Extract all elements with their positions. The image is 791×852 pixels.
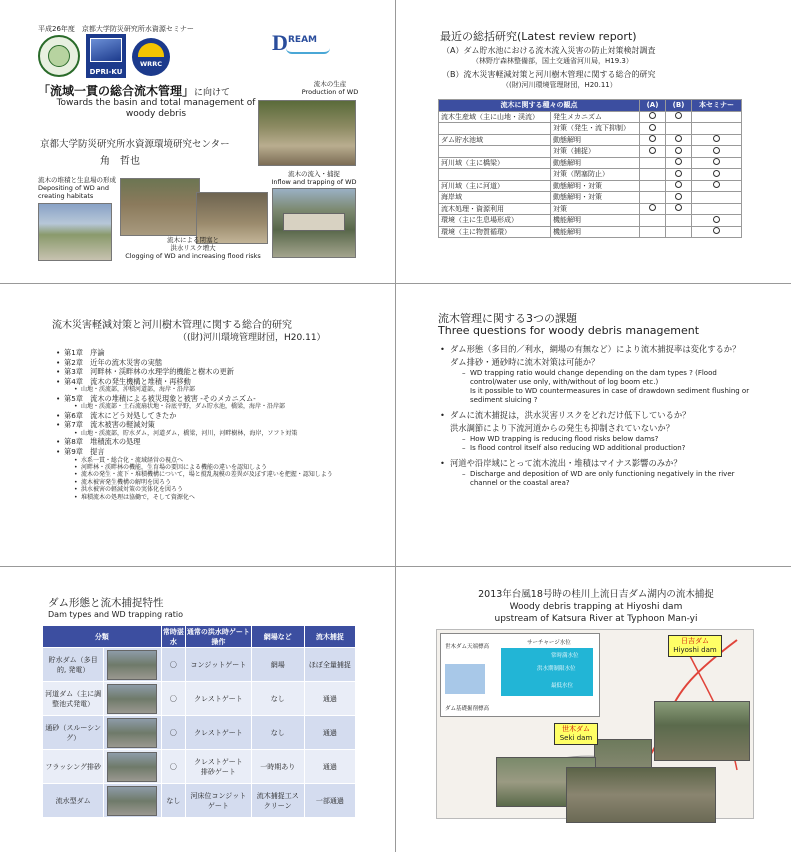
table-row xyxy=(439,157,742,169)
circle-mark-icon xyxy=(649,147,656,154)
mark-c xyxy=(692,123,742,135)
cell-boom: 一時期あり xyxy=(251,750,304,784)
report-b: （B）流木災害軽減対策と河川樹木管理に関する総合的研究 （(財)河川環境管理財団，H20.11） xyxy=(442,70,656,89)
chapter-text: 第2章 近年の流木災害の実態 xyxy=(64,357,163,367)
question-2: • ダムに流木捕捉は，洪水災害リスクをどれだけ低下しているか？ xyxy=(440,410,691,420)
mark-c xyxy=(692,111,742,123)
slide-1-title-jp: 「流域一貫の総合流木管理」に向けて xyxy=(38,84,231,98)
question-1-en: – WD trapping ratio would change depending on the dam types ? (Flood control/water use only, with/without of log boom etc.) Is it possible to WD countermeasures in case of drawdown sediment flushing or sediment sluicing ? xyxy=(462,369,750,404)
circle-mark-icon xyxy=(675,193,682,200)
chapter-item: • 第9章 提言 • 水系一貫・総合化・流域経営の視点へ • 河畔林・渓畔林の機能，生育場の要因による機能の違いを認知しよう • 流木の発生・流下・堆積機構について，場と撹乱規模の差異が及ぼす違いを把握・認知しよう • 流木被害発生機構の解明を図ろう • 洪水被害の軽減対策の実体化を図ろう • 堆積流木の処理は協働で，そして資源化へ xyxy=(56,447,376,501)
circle-mark-icon xyxy=(713,227,720,234)
mark-b xyxy=(666,123,692,135)
mark-c xyxy=(692,215,742,227)
mark-c xyxy=(692,134,742,146)
cell-boom: なし xyxy=(251,682,304,716)
hiyoshi-dam-label: 日吉ダム Hiyoshi dam xyxy=(668,635,722,657)
row-area: 河川域（主に河道） xyxy=(439,180,551,192)
mark-b xyxy=(666,157,692,169)
dam-photo xyxy=(107,786,157,816)
circle-mark-icon xyxy=(649,124,656,131)
table-row xyxy=(439,146,742,158)
cell-trap: 通過 xyxy=(304,682,355,716)
table-row xyxy=(43,682,356,716)
wrrc-logo-text: WRRC xyxy=(140,60,162,68)
photo-trapped-debris xyxy=(566,767,716,823)
chapter-text: 第5章 流木の堆積による被災現象と被害 -そのメカニズム- xyxy=(64,393,256,403)
mark-b xyxy=(666,146,692,158)
seki-dam-label: 世木ダム Seki dam xyxy=(554,723,598,745)
photo-deposit xyxy=(38,203,112,261)
mark-c xyxy=(692,192,742,204)
slide-5-title-jp: ダム形態と流木捕捉特性 xyxy=(48,597,164,609)
cell-trap: 一部通過 xyxy=(304,784,355,818)
circle-mark-icon xyxy=(649,112,656,119)
table-row xyxy=(439,123,742,135)
col-header-seminar: 本セミナー xyxy=(692,100,742,112)
circle-mark-icon xyxy=(713,135,720,142)
chapter-text: 第6章 流木にどう対処してきたか xyxy=(64,410,177,420)
mark-a xyxy=(640,123,666,135)
dam-photo-cell xyxy=(104,716,161,750)
mark-c xyxy=(692,203,742,215)
dam-photo xyxy=(107,650,157,680)
cell-trap: 通過 xyxy=(304,716,355,750)
cell-water: 〇 xyxy=(161,682,186,716)
slide-2-title: 最近の総括研究(Latest review report) xyxy=(440,30,637,43)
cell-gate: クレストゲート xyxy=(186,716,251,750)
slide-5-dam-types xyxy=(0,567,395,852)
mark-c xyxy=(692,146,742,158)
cell-type: 流水型ダム xyxy=(43,784,104,818)
chapter-text: 第3章 河畔林・渓畔林の水理学的機能と樹木の更新 xyxy=(64,367,234,377)
chapter-subitem: • 山地・渓流部，貯水ダム，河道ダム，橋梁，河川，河畔樹林，海岸，ソフト対策 xyxy=(74,429,298,437)
chapter-text: 第1章 序論 xyxy=(64,348,105,357)
row-aspect: 動態解明 xyxy=(551,134,640,146)
row-aspect: 対策（捕捉） xyxy=(551,146,640,158)
upstream-water xyxy=(445,664,485,694)
col-header-boom: 網場など xyxy=(251,626,304,648)
circle-mark-icon xyxy=(675,170,682,177)
chapter-item: • 第7章 流木被害の軽減対策 • 山地・渓流部，貯水ダム，河道ダム，橋梁，河川，河畔樹林，海岸，ソフト対策 xyxy=(56,420,376,437)
circle-mark-icon xyxy=(713,170,720,177)
chapter-text: 第4章 流木の発生機構と堆積・再移動 xyxy=(64,376,191,386)
circle-mark-icon xyxy=(713,181,720,188)
table-row xyxy=(43,784,356,818)
cell-gate: コンジットゲート xyxy=(186,648,251,682)
slide-4-questions xyxy=(396,284,791,566)
photo-bridge-clogging-1 xyxy=(120,178,200,236)
chapter-text: 第9章 提言 xyxy=(64,446,105,456)
caption-inflow: 流木の流入・捕捉 Inflow and trapping of WD xyxy=(271,170,357,186)
col-header-viewpoint: 流木に関する種々の観点 xyxy=(439,100,640,112)
col-header-trap: 流木捕捉 xyxy=(304,626,355,648)
mark-b xyxy=(666,203,692,215)
viewpoint-table xyxy=(438,99,742,238)
question-3-en: – Discharge and deposition of WD are only functioning negatively in the river channel or the coastal area? xyxy=(462,470,735,487)
chapter-item: • 第3章 河畔林・渓畔林の水理学的機能と樹木の更新 xyxy=(56,367,234,377)
chapter-subitem: • 堆積流木の処理は協働で，そして資源化へ xyxy=(74,493,195,501)
dam-photo xyxy=(107,718,157,748)
row-area: ダム貯水池域 xyxy=(439,134,551,146)
slide-6-title: 2013年台風18号時の桂川上流日吉ダム湖内の流木捕捉 Woody debris trapping at Hiyoshi dam upstream of Katsura River at Typhoon Man-yi xyxy=(478,589,714,624)
reservoir-water xyxy=(501,648,593,696)
chapter-subitem: • 水系一貫・総合化・流域経営の視点へ xyxy=(74,456,184,464)
col-header-type: 分類 xyxy=(43,626,162,648)
cell-water: なし xyxy=(161,784,186,818)
dam-photo xyxy=(107,684,157,714)
chapter-list xyxy=(56,348,376,501)
slide-4-title-en: Three questions for woody debris management xyxy=(438,324,700,337)
row-area: 河川域（主に橋梁） xyxy=(439,157,551,169)
cell-water: 〇 xyxy=(161,648,186,682)
table-row xyxy=(439,134,742,146)
caption-production: 流木の生産 Production of WD xyxy=(301,80,359,96)
photo-production xyxy=(258,100,356,166)
row-area: 環境（主に生息場形成） xyxy=(439,215,551,227)
table-row xyxy=(43,750,356,784)
caption-clogging: 流木による閉塞と 洪水リスク増大 Clogging of WD and increasing flood risks xyxy=(125,236,261,260)
circle-mark-icon xyxy=(675,135,682,142)
question-2-en: – How WD trapping is reducing flood risks below dams? – Is flood control itself also reducing WD additional production? xyxy=(462,435,686,452)
slide-5-title-en: Dam types and WD trapping ratio xyxy=(48,610,184,619)
reservoir-section-diagram: サーチャージ水位 常時満水位 洪水期制限水位 最低水位 世木ダム天端標高 ダム基礎掘削標高 xyxy=(440,633,600,717)
cell-type: 貯水ダム（多目的, 発電） xyxy=(43,648,104,682)
wrrc-logo xyxy=(132,38,170,76)
row-aspect: 機能解明 xyxy=(551,215,640,227)
table-row xyxy=(439,180,742,192)
cell-boom: 流木捕捉工スクリーン xyxy=(251,784,304,818)
slide-4-title-jp: 流木管理に関する3つの課題 xyxy=(438,312,577,325)
photo-hiyoshi-dam xyxy=(654,701,750,761)
row-aspect: 機能解明 xyxy=(551,226,640,238)
mark-c xyxy=(692,226,742,238)
mark-b xyxy=(666,169,692,181)
circle-mark-icon xyxy=(649,204,656,211)
row-aspect: 対策 xyxy=(551,203,640,215)
row-area: 流木処理・資源利用 xyxy=(439,203,551,215)
question-2-sub: 洪水調節により下流河道からの発生も抑制されていないか？ xyxy=(450,423,675,433)
dam-photo xyxy=(107,752,157,782)
row-area xyxy=(439,146,551,158)
mark-b xyxy=(666,226,692,238)
dam-photo-cell xyxy=(104,750,161,784)
chapter-subitem: • 洪水被害の軽減対策の実体化を図ろう xyxy=(74,486,184,494)
slide-1-title-en: Towards the basin and total management of woody debris xyxy=(56,98,256,119)
table-row xyxy=(43,648,356,682)
row-aspect: 対策（閉塞防止） xyxy=(551,169,640,181)
cell-gate: 河床位コンジットゲート xyxy=(186,784,251,818)
table-row xyxy=(439,169,742,181)
dam-photo-cell xyxy=(104,682,161,716)
mark-b xyxy=(666,180,692,192)
chapter-subitem: • 流木被害発生機構の解明を図ろう xyxy=(74,478,172,486)
slide-3-title: 流木災害軽減対策と河川樹木管理に関する総合的研究 xyxy=(52,320,292,331)
dpri-logo xyxy=(86,34,126,78)
cell-type: フラッシング排砂 xyxy=(43,750,104,784)
mark-b xyxy=(666,134,692,146)
cell-trap: ほぼ全量捕捉 xyxy=(304,648,355,682)
row-aspect: 動態解明・対策 xyxy=(551,180,640,192)
mark-b xyxy=(666,111,692,123)
mark-c xyxy=(692,169,742,181)
slide-2-review xyxy=(396,0,791,283)
row-area xyxy=(439,123,551,135)
table-row xyxy=(439,192,742,204)
mark-c xyxy=(692,180,742,192)
cell-boom: なし xyxy=(251,716,304,750)
slide-3-contents xyxy=(0,284,395,566)
chapter-subitem: • 河畔林・渓畔林の機能，生育場の要因による機能の違いを認知しよう xyxy=(74,463,268,471)
row-area: 環境（主に物質循環） xyxy=(439,226,551,238)
circle-mark-icon xyxy=(675,112,682,119)
mark-a xyxy=(640,146,666,158)
slide-1-title xyxy=(0,0,395,283)
author: 角 哲也 xyxy=(100,156,140,167)
question-1-sub: ダム排砂・通砂時に流木対策は可能か？ xyxy=(450,357,600,367)
caption-deposit: 流木の堆積と生息場の形成 Depositing of WD and creating habitats xyxy=(38,176,116,200)
mark-a xyxy=(640,203,666,215)
table-row xyxy=(439,111,742,123)
cell-trap: 通過 xyxy=(304,750,355,784)
dam-type-table xyxy=(42,625,356,818)
ream-logo: D REAM xyxy=(272,30,332,58)
mark-a xyxy=(640,169,666,181)
chapter-item: • 第1章 序論 xyxy=(56,348,105,357)
col-header-b: (B) xyxy=(666,100,692,112)
mark-c xyxy=(692,157,742,169)
col-header-gate: 通常の洪水時ゲート操作 xyxy=(186,627,250,646)
chapter-item: • 第8章 堆積流木の処理 xyxy=(56,437,141,447)
row-area xyxy=(439,169,551,181)
circle-mark-icon xyxy=(649,135,656,142)
report-a: （A）ダム貯水池における流木流入災害の防止対策検討調査 （林野庁森林整備部，国土交通省河川局，H19.3） xyxy=(442,46,656,65)
mark-a xyxy=(640,215,666,227)
circle-mark-icon xyxy=(713,216,720,223)
col-header-water: 常時湛水 xyxy=(162,627,184,646)
row-aspect: 動態解明 xyxy=(551,157,640,169)
dpri-logo-text: DPRI-KU xyxy=(89,68,123,76)
dam-photo-cell xyxy=(104,784,161,818)
slide-6-hiyoshi xyxy=(396,567,791,852)
row-aspect: 発生メカニズム xyxy=(551,111,640,123)
seminar-label: 平成26年度 京都大学防災研究所水資源セミナー xyxy=(38,25,194,33)
cell-gate: クレストゲート 排砂ゲート xyxy=(186,750,251,784)
chapter-subitem: • 山地・渓流部，沖積河道部，海岸・沿岸部 xyxy=(74,386,196,394)
photo-dam-inflow xyxy=(272,188,356,258)
mark-a xyxy=(640,226,666,238)
circle-mark-icon xyxy=(713,147,720,154)
circle-mark-icon xyxy=(713,158,720,165)
cell-type: 河道ダム（主に調整池式発電） xyxy=(43,682,104,716)
table-row xyxy=(439,226,742,238)
chapter-subitem: • 流木の発生・流下・堆積機構について，場と撹乱規模の差異が及ぼす違いを把握・認知しよう xyxy=(74,471,333,479)
chapter-item: • 第2章 近年の流木災害の実態 xyxy=(56,357,163,367)
mark-b xyxy=(666,215,692,227)
chapter-subitem: • 山地・渓流部・土石流扇状地・谷底平野，ダム貯水池，橋梁，海岸・沿岸部 xyxy=(74,403,286,411)
chapter-item: • 第4章 流木の発生機構と堆積・再移動 • 山地・渓流部，沖積河道部，海岸・沿岸部 xyxy=(56,377,376,394)
mark-a xyxy=(640,157,666,169)
mark-a xyxy=(640,192,666,204)
row-aspect: 動態解明・対策 xyxy=(551,192,640,204)
dam-photo-cell xyxy=(104,648,161,682)
row-aspect: 対策（発生・流下抑制） xyxy=(551,123,640,135)
table-row xyxy=(439,215,742,227)
circle-mark-icon xyxy=(675,147,682,154)
mark-a xyxy=(640,180,666,192)
circle-mark-icon xyxy=(675,158,682,165)
chapter-text: 第8章 堆積流木の処理 xyxy=(64,437,141,447)
circle-mark-icon xyxy=(675,181,682,188)
chapter-text: 第7章 流木被害の軽減対策 xyxy=(64,420,155,430)
cell-boom: 網場 xyxy=(251,648,304,682)
row-area: 流木生産域（主に山地・渓流） xyxy=(439,111,551,123)
table-row xyxy=(43,716,356,750)
question-3: • 河道や沿岸域にとって流木流出・堆積はマイナス影響のみか？ xyxy=(440,458,682,468)
question-1: • ダム形態（多目的／利水，網場の有無など）により流木捕捉率は変化するか？ xyxy=(440,344,741,354)
row-area: 海岸域 xyxy=(439,192,551,204)
mark-a xyxy=(640,111,666,123)
circle-mark-icon xyxy=(675,204,682,211)
organization: 京都大学防災研究所水資源環境研究センター xyxy=(40,139,230,150)
chapter-item: • 第6章 流木にどう対処してきたか xyxy=(56,410,177,420)
kyoto-univ-logo xyxy=(38,35,80,77)
table-row xyxy=(439,203,742,215)
cell-gate: クレストゲート xyxy=(186,682,251,716)
slide-3-subtitle: （(財)河川環境管理財団，H20.11） xyxy=(178,333,326,343)
mark-a xyxy=(640,134,666,146)
question-list xyxy=(440,344,760,488)
mark-b xyxy=(666,192,692,204)
cell-water: 〇 xyxy=(161,716,186,750)
cell-water: 〇 xyxy=(161,750,186,784)
chapter-item: • 第5章 流木の堆積による被災現象と被害 -そのメカニズム- • 山地・渓流部・土石流扇状地・谷底平野，ダム貯水池，橋梁，海岸・沿岸部 xyxy=(56,394,376,411)
cell-type: 通砂（スルーシング） xyxy=(43,716,104,750)
col-header-a: (A) xyxy=(640,100,666,112)
